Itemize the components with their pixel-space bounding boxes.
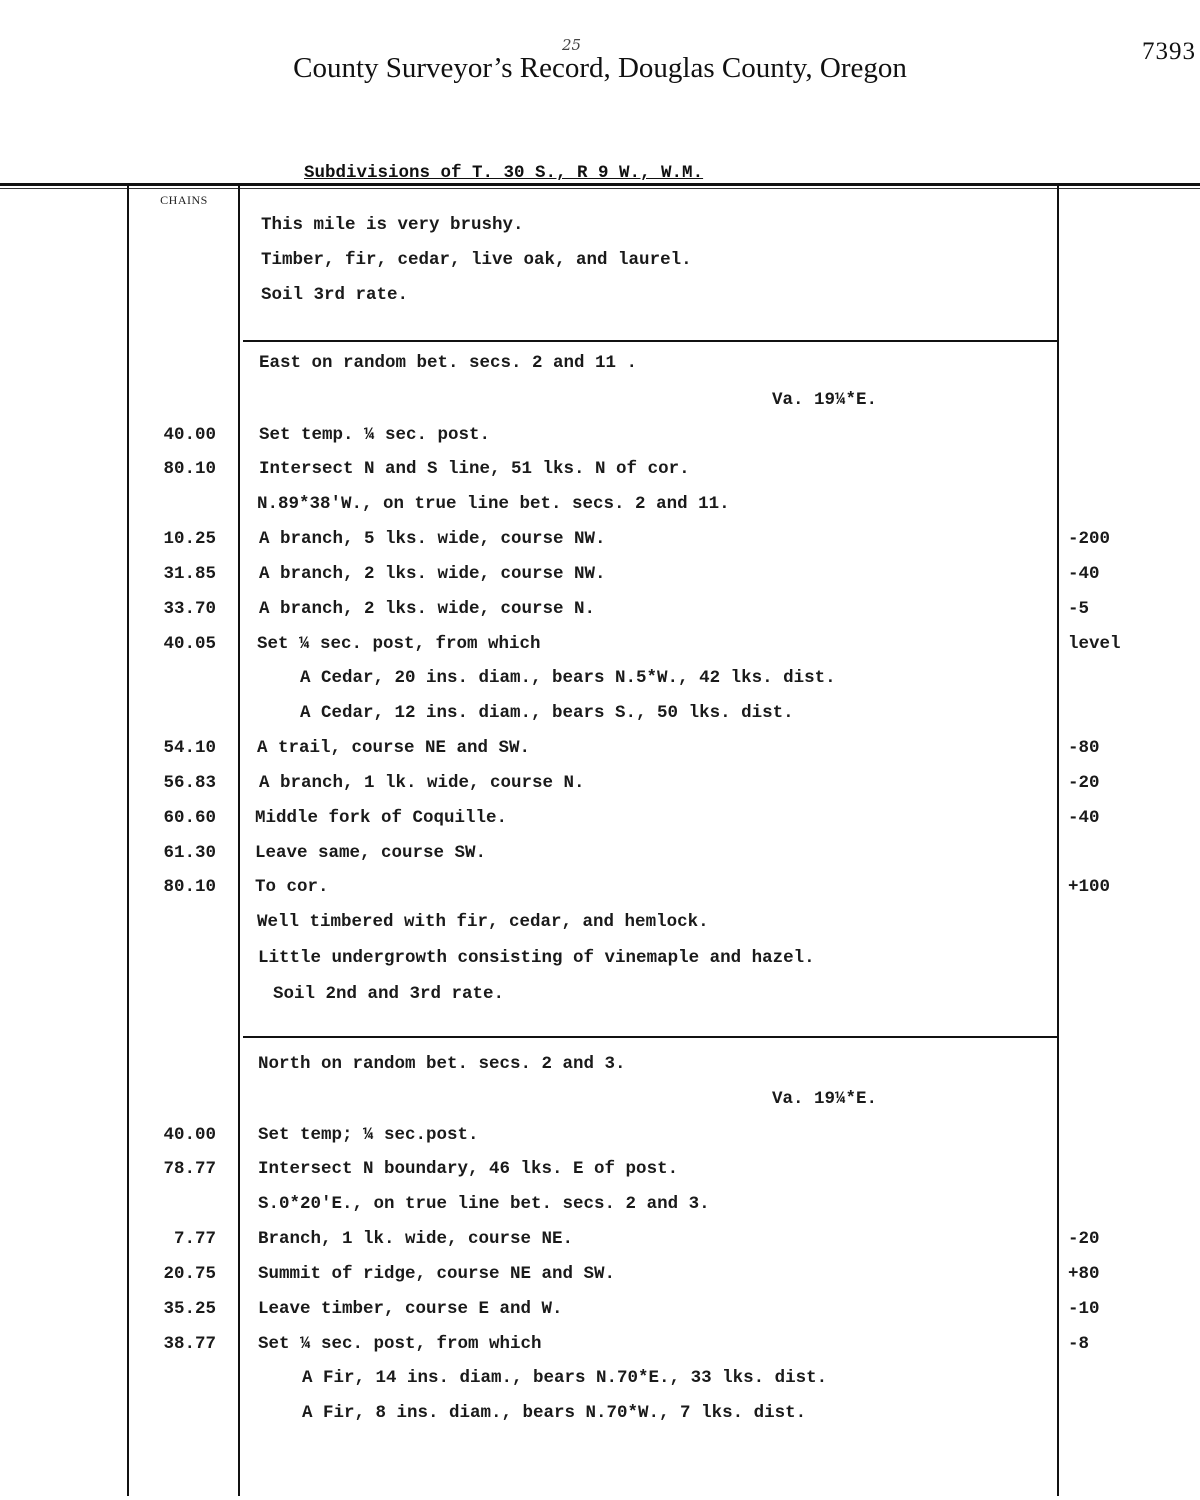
- field-note-row: [0, 215, 1200, 245]
- note-text: Middle fork of Coquille.: [255, 808, 508, 828]
- note-text: To cor.: [255, 877, 329, 897]
- field-note-row: [0, 1403, 1200, 1433]
- chains-value: 35.25: [163, 1299, 216, 1319]
- handwritten-page-mark: 25: [562, 36, 582, 54]
- note-text: East on random bet. secs. 2 and 11 .: [259, 353, 638, 373]
- note-text: Well timbered with fir, cedar, and hemlock.: [257, 912, 709, 932]
- field-note-row: [0, 1125, 1200, 1155]
- field-note-row: [0, 599, 1200, 629]
- field-note-row: [0, 1299, 1200, 1329]
- note-text: N.89*38'W., on true line bet. secs. 2 and 11.: [257, 494, 730, 514]
- elevation-value: -8: [1068, 1334, 1090, 1354]
- chains-value: 38.77: [163, 1334, 216, 1354]
- field-note-row: [0, 1264, 1200, 1294]
- chains-value: 31.85: [163, 564, 216, 584]
- note-text: Little undergrowth consisting of vinemaple and hazel.: [258, 948, 815, 968]
- chains-value: 78.77: [163, 1159, 216, 1179]
- note-text: A branch, 2 lks. wide, course NW.: [259, 564, 606, 584]
- chains-value: 40.00: [163, 1125, 216, 1145]
- note-text: A Fir, 8 ins. diam., bears N.70*W., 7 lks. dist.: [302, 1403, 807, 1423]
- chains-value: 54.10: [163, 738, 216, 758]
- field-note-row: [0, 808, 1200, 838]
- chains-column-header: CHAINS: [160, 193, 208, 207]
- field-note-row: [0, 390, 1200, 420]
- field-note-row: [0, 634, 1200, 664]
- field-note-row: [0, 1229, 1200, 1259]
- section-subtitle: Subdivisions of T. 30 S., R 9 W., W.M.: [304, 163, 704, 183]
- elevation-value: -40: [1068, 564, 1100, 584]
- note-text: Intersect N boundary, 46 lks. E of post.: [258, 1159, 679, 1179]
- field-note-row: [0, 529, 1200, 559]
- chains-value: 61.30: [163, 843, 216, 863]
- field-note-row: [0, 668, 1200, 698]
- note-text: Leave same, course SW.: [255, 843, 487, 863]
- note-text: Branch, 1 lk. wide, course NE.: [258, 1229, 574, 1249]
- field-note-row: [0, 948, 1200, 978]
- note-text: This mile is very brushy.: [261, 215, 524, 235]
- elevation-value: -10: [1068, 1299, 1100, 1319]
- note-text: A Fir, 14 ins. diam., bears N.70*E., 33 lks. dist.: [302, 1368, 828, 1388]
- chains-value: 80.10: [163, 877, 216, 897]
- note-text: A branch, 2 lks. wide, course N.: [259, 599, 596, 619]
- note-text: Set temp; ¼ sec.post.: [258, 1125, 479, 1145]
- note-text: Summit of ridge, course NE and SW.: [258, 1264, 616, 1284]
- note-text: A branch, 1 lk. wide, course N.: [259, 773, 585, 793]
- elevation-value: -80: [1068, 738, 1100, 758]
- note-text: Set temp. ¼ sec. post.: [259, 425, 491, 445]
- note-text: S.0*20'E., on true line bet. secs. 2 and 3.: [258, 1194, 710, 1214]
- note-text: North on random bet. secs. 2 and 3.: [258, 1054, 626, 1074]
- field-note-row: [0, 738, 1200, 768]
- field-note-row: [0, 459, 1200, 489]
- elevation-value: +80: [1068, 1264, 1100, 1284]
- chains-value: 7.77: [173, 1229, 216, 1249]
- note-text: Va. 19¼*E.: [772, 390, 878, 410]
- elevation-value: level: [1068, 634, 1121, 654]
- page-title: County Surveyor’s Record, Douglas County, Oregon: [293, 52, 907, 84]
- note-text: Timber, fir, cedar, live oak, and laurel.: [261, 250, 692, 270]
- note-text: A branch, 5 lks. wide, course NW.: [259, 529, 606, 549]
- note-text: A trail, course NE and SW.: [257, 738, 531, 758]
- elevation-value: -5: [1068, 599, 1090, 619]
- section-divider: [243, 340, 1057, 342]
- note-text: Soil 3rd rate.: [261, 285, 409, 305]
- chains-value: 10.25: [163, 529, 216, 549]
- note-text: Set ¼ sec. post, from which: [257, 634, 541, 654]
- chains-value: 60.60: [163, 808, 216, 828]
- note-text: Intersect N and S line, 51 lks. N of cor.: [259, 459, 690, 479]
- elevation-value: -20: [1068, 773, 1100, 793]
- field-note-row: [0, 1194, 1200, 1224]
- field-note-row: [0, 843, 1200, 873]
- section-divider: [243, 1036, 1057, 1038]
- note-text: Va. 19¼*E.: [772, 1089, 878, 1109]
- chains-value: 80.10: [163, 459, 216, 479]
- field-note-row: [0, 564, 1200, 594]
- chains-value: 33.70: [163, 599, 216, 619]
- field-note-row: [0, 353, 1200, 383]
- record-number: 7393: [1142, 38, 1196, 65]
- note-text: Soil 2nd and 3rd rate.: [273, 984, 505, 1004]
- field-note-row: [0, 285, 1200, 315]
- chains-value: 40.00: [163, 425, 216, 445]
- field-note-row: [0, 1054, 1200, 1084]
- field-note-row: [0, 1089, 1200, 1119]
- chains-value: 56.83: [163, 773, 216, 793]
- field-note-row: [0, 1334, 1200, 1364]
- header-rule: [0, 183, 1200, 186]
- field-note-row: [0, 250, 1200, 280]
- elevation-value: +100: [1068, 877, 1111, 897]
- field-note-row: [0, 1159, 1200, 1189]
- field-note-row: [0, 494, 1200, 524]
- note-text: Set ¼ sec. post, from which: [258, 1334, 542, 1354]
- field-note-row: [0, 773, 1200, 803]
- field-note-row: [0, 912, 1200, 942]
- field-note-row: [0, 984, 1200, 1014]
- elevation-value: -200: [1068, 529, 1111, 549]
- header-rule-thin: [0, 188, 1200, 189]
- field-note-row: [0, 703, 1200, 733]
- elevation-value: -20: [1068, 1229, 1100, 1249]
- note-text: Leave timber, course E and W.: [258, 1299, 563, 1319]
- elevation-value: -40: [1068, 808, 1100, 828]
- chains-value: 40.05: [163, 634, 216, 654]
- field-note-row: [0, 877, 1200, 907]
- note-text: A Cedar, 12 ins. diam., bears S., 50 lks. dist.: [300, 703, 794, 723]
- note-text: A Cedar, 20 ins. diam., bears N.5*W., 42 lks. dist.: [300, 668, 836, 688]
- chains-value: 20.75: [163, 1264, 216, 1284]
- field-note-row: [0, 425, 1200, 455]
- field-note-row: [0, 1368, 1200, 1398]
